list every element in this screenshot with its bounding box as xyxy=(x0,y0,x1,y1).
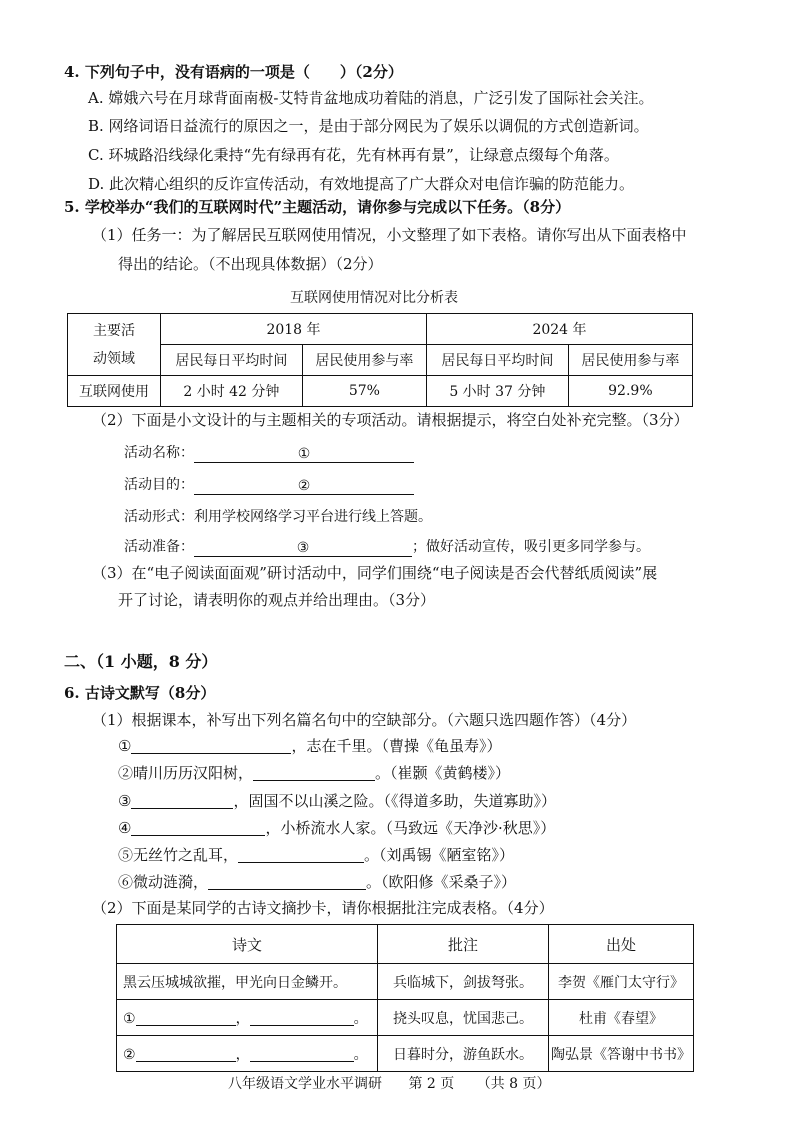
col-header-time-2018: 居民每日平均时间 xyxy=(161,345,303,376)
row3-source: 陶弘景《答谢中书书》 xyxy=(549,1036,694,1072)
q4-option-b: B. 网络词语日益流行的原因之一，是由于部分网民为了娱乐以调侃的方式创造新词。 xyxy=(88,117,649,135)
q5-stem: 5. 学校举办“我们的互联网时代”主题活动，请你参与完成以下任务。（8分） xyxy=(64,198,571,216)
recitation-item-5 xyxy=(118,845,514,865)
row3-comma: ， xyxy=(235,1046,250,1063)
item6-blank[interactable] xyxy=(208,873,366,890)
item2-pre: ②晴川历历汉阳树， xyxy=(118,764,254,782)
row3-mark: ② xyxy=(123,1046,136,1063)
item3-pre: ③ xyxy=(118,792,132,810)
footer-exam-title: 八年级语文学业水平调研 xyxy=(228,1076,382,1092)
poem-excerpt-table xyxy=(116,924,694,1072)
activity-prep-tail: ；做好活动宣传，吸引更多同学参与。 xyxy=(412,539,650,555)
item5-blank[interactable] xyxy=(238,846,364,863)
q4-option-d: D. 此次精心组织的反诈宣传活动，有效地提高了广大群众对电信诈骗的防范能力。 xyxy=(88,175,635,193)
cell-2018-rate: 57% xyxy=(302,376,426,407)
cell-2024-rate: 92.9% xyxy=(568,376,692,407)
activity-goal-label: 活动目的： xyxy=(124,477,194,493)
recitation-item-3 xyxy=(118,791,556,811)
year-2018-header: 2018 年 xyxy=(161,314,427,345)
q6-part2: （2）下面是某同学的古诗文摘抄卡，请你根据批注完成表格。（4分） xyxy=(92,899,554,917)
q6-stem: 6. 古诗文默写（8分） xyxy=(64,684,216,702)
item5-post: 。（刘禹锡《陋室铭》） xyxy=(364,846,515,864)
item1-pre: ① xyxy=(118,737,132,755)
table-row xyxy=(117,1036,694,1072)
q5-part1-line1: （1）任务一：为了解居民互联网使用情况，小文整理了如下表格。请你写出从下面表格中 xyxy=(92,226,687,244)
recitation-item-6 xyxy=(118,872,516,892)
table-row xyxy=(117,964,694,1000)
item4-post: ，小桥流水人家。（马致远《天净沙·秋思》） xyxy=(265,819,556,837)
activity-goal-row xyxy=(124,475,414,495)
activity-name-blank[interactable] xyxy=(194,446,414,463)
table-row xyxy=(117,1000,694,1036)
row3-blank-a[interactable] xyxy=(136,1045,236,1062)
q5-part3-line1: （3）在“电子阅读面面观”研讨活动中，同学们围绕“电子阅读是否会代替纸质阅读”展 xyxy=(92,564,658,582)
recitation-item-4 xyxy=(118,818,555,838)
corner-line2: 动领域 xyxy=(93,350,135,367)
q5-part1-line2: 得出的结论。（不出现具体数据）（2分） xyxy=(118,255,383,273)
cell-2024-time: 5 小时 37 分钟 xyxy=(426,376,568,407)
activity-form: 活动形式：利用学校网络学习平台进行线上答题。 xyxy=(124,509,432,525)
item2-post: 。（崔颢《黄鹤楼》） xyxy=(375,764,511,782)
col-header-rate-2024: 居民使用参与率 xyxy=(568,345,692,376)
recitation-item-1 xyxy=(118,736,501,756)
corner-line1: 主要活 xyxy=(93,322,135,339)
item3-post: ，固国不以山溪之险。（《得道多助，失道寡助》） xyxy=(233,792,556,810)
table-corner-cell xyxy=(68,314,161,376)
item4-blank[interactable] xyxy=(131,819,265,836)
q4-stem: 4. 下列句子中，没有语病的一项是（ ）（2分） xyxy=(64,63,403,81)
internet-usage-table xyxy=(67,313,693,407)
activity-prep-blank[interactable] xyxy=(194,540,412,557)
blank-mark-1: ① xyxy=(297,446,311,462)
q4-option-a: A. 嫦娥六号在月球背面南极-艾特肯盆地成功着陆的消息，广泛引发了国际社会关注。 xyxy=(88,89,654,107)
section-2-heading: 二、（1 小题，8 分） xyxy=(64,652,218,671)
row2-poem xyxy=(117,1000,378,1036)
q5-part2: （2）下面是小文设计的与主题相关的专项活动。请根据提示，将空白处补充完整。（3分） xyxy=(92,411,689,429)
col-header-rate-2018: 居民使用参与率 xyxy=(302,345,426,376)
row2-blank-a[interactable] xyxy=(136,1009,236,1026)
activity-prep-label: 活动准备： xyxy=(124,539,194,555)
footer-page-total: （共 8 页） xyxy=(476,1076,551,1092)
header-note: 批注 xyxy=(378,925,549,964)
row2-comma: ， xyxy=(235,1010,250,1027)
q5-part3-line2: 开了讨论，请表明你的观点并给出理由。（3分） xyxy=(118,591,436,609)
header-source: 出处 xyxy=(549,925,694,964)
row2-source: 杜甫《春望》 xyxy=(549,1000,694,1036)
recitation-item-2 xyxy=(118,763,510,783)
q5-table-title: 互联网使用情况对比分析表 xyxy=(290,290,458,306)
row2-end: 。 xyxy=(353,1010,368,1027)
item6-post: 。（欧阳修《采桑子》） xyxy=(366,873,517,891)
row-label: 互联网使用 xyxy=(68,376,161,407)
footer-page-number: 第 2 页 xyxy=(408,1076,455,1092)
blank-mark-3: ③ xyxy=(296,540,310,556)
item6-pre: ⑥微动涟漪， xyxy=(118,873,209,891)
activity-name-row xyxy=(124,443,414,463)
row2-note: 挠头叹息，忧国悲己。 xyxy=(378,1000,549,1036)
row3-poem xyxy=(117,1036,378,1072)
cell-2018-time: 2 小时 42 分钟 xyxy=(161,376,303,407)
q4-option-c: C. 环城路沿线绿化秉持“先有绿再有花，先有林再有景”，让绿意点缀每个角落。 xyxy=(88,146,619,164)
item1-post: ，志在千里。（曹操《龟虽寿》） xyxy=(291,737,502,755)
item5-pre: ⑤无丝竹之乱耳， xyxy=(118,846,239,864)
row3-blank-b[interactable] xyxy=(250,1045,354,1062)
item3-blank[interactable] xyxy=(131,792,233,809)
row3-end: 。 xyxy=(353,1046,368,1063)
activity-goal-blank[interactable] xyxy=(194,478,414,495)
row2-blank-b[interactable] xyxy=(250,1009,354,1026)
row1-note: 兵临城下，剑拔弩张。 xyxy=(378,964,549,1000)
header-poem: 诗文 xyxy=(117,925,378,964)
page-footer xyxy=(228,1074,551,1094)
row3-note: 日暮时分，游鱼跃水。 xyxy=(378,1036,549,1072)
blank-mark-2: ② xyxy=(297,478,311,494)
q6-part1: （1）根据课本，补写出下列名篇名句中的空缺部分。（六题只选四题作答）（4分） xyxy=(92,711,637,729)
row1-source: 李贺《雁门太守行》 xyxy=(549,964,694,1000)
activity-prep-row xyxy=(124,537,650,557)
year-2024-header: 2024 年 xyxy=(426,314,692,345)
col-header-time-2024: 居民每日平均时间 xyxy=(426,345,568,376)
activity-name-label: 活动名称： xyxy=(124,445,194,461)
row2-mark: ① xyxy=(123,1010,136,1027)
row1-poem: 黑云压城城欲摧，甲光向日金鳞开。 xyxy=(117,964,378,1000)
item2-blank[interactable] xyxy=(253,764,375,781)
item4-pre: ④ xyxy=(118,819,132,837)
item1-blank[interactable] xyxy=(131,737,291,754)
